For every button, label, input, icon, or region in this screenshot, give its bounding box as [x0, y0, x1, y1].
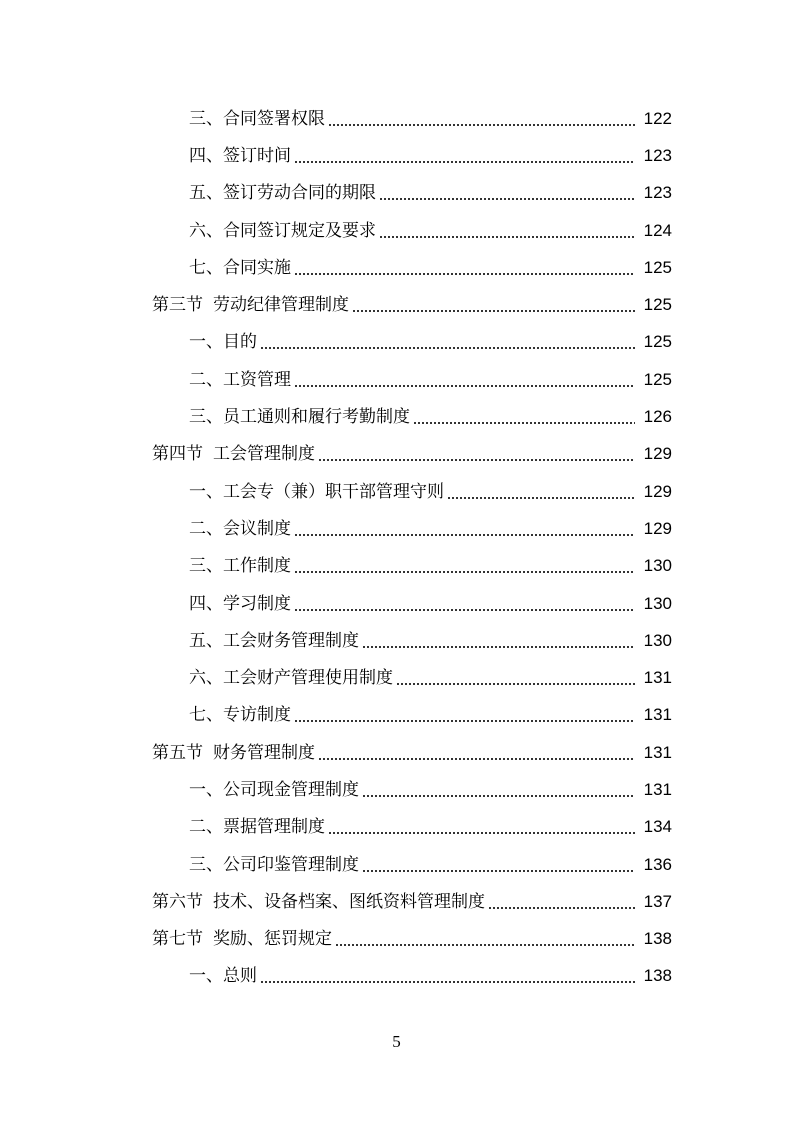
toc-title: 技术、设备档案、图纸资料管理制度	[213, 891, 485, 912]
toc-title: 目的	[223, 332, 257, 353]
toc-label	[152, 891, 485, 913]
toc-section-row[interactable]	[0, 734, 793, 771]
toc-section-row[interactable]	[0, 286, 793, 323]
toc-page-number: 123	[643, 183, 672, 203]
toc-page-number: 136	[643, 854, 672, 874]
toc-number: 第七节	[152, 929, 203, 950]
toc-number: 一、	[189, 966, 223, 987]
toc-label	[189, 331, 257, 353]
toc-item-row[interactable]	[0, 846, 793, 883]
toc-title: 签订劳动合同的期限	[223, 183, 376, 204]
toc-page-number: 122	[643, 108, 672, 128]
toc-label	[189, 555, 291, 577]
toc-dot-leader	[318, 742, 635, 764]
toc-label	[152, 742, 315, 764]
toc-label	[189, 704, 291, 726]
toc-item-row[interactable]	[0, 510, 793, 547]
toc-title: 学习制度	[223, 593, 291, 614]
toc-dot-leader	[379, 182, 635, 204]
toc-page-number: 123	[643, 145, 672, 165]
toc-title: 签订时间	[223, 145, 291, 166]
toc-label	[189, 854, 359, 876]
toc-title: 工资管理	[223, 369, 291, 390]
toc-number: 二、	[189, 518, 223, 539]
toc-dot-leader	[447, 481, 635, 503]
toc-title: 合同实施	[223, 257, 291, 278]
toc-dot-leader	[328, 108, 635, 130]
toc-label	[189, 779, 359, 801]
toc-item-row[interactable]	[0, 398, 793, 435]
toc-label	[189, 108, 325, 130]
toc-title: 专访制度	[223, 705, 291, 726]
toc-page-number: 125	[643, 295, 672, 315]
toc-label	[189, 630, 359, 652]
toc-page-number: 138	[643, 966, 672, 986]
toc-title: 工会管理制度	[213, 444, 315, 465]
toc-page-number: 125	[643, 257, 672, 277]
toc-page-number: 131	[643, 742, 672, 762]
toc-number: 三、	[189, 108, 223, 129]
toc-label	[189, 518, 291, 540]
toc-label	[152, 294, 349, 316]
toc-dot-leader	[396, 667, 635, 689]
toc-item-row[interactable]	[0, 100, 793, 137]
toc-page-number: 130	[643, 593, 672, 613]
toc-item-row[interactable]	[0, 697, 793, 734]
toc-title: 劳动纪律管理制度	[213, 295, 349, 316]
toc-item-row[interactable]	[0, 324, 793, 361]
toc-dot-leader	[318, 443, 635, 465]
toc-label	[189, 481, 444, 503]
toc-number: 第五节	[152, 742, 203, 763]
toc-page-number: 129	[643, 444, 672, 464]
toc-page-number: 138	[643, 929, 672, 949]
toc-page-number: 124	[643, 220, 672, 240]
toc-dot-leader	[260, 331, 635, 353]
toc-page-number: 131	[643, 779, 672, 799]
toc-item-row[interactable]	[0, 809, 793, 846]
toc-item-row[interactable]	[0, 361, 793, 398]
toc-dot-leader	[294, 145, 635, 167]
toc-title: 员工通则和履行考勤制度	[223, 407, 410, 428]
toc-title: 总则	[223, 966, 257, 987]
toc-title: 公司印鉴管理制度	[223, 854, 359, 875]
toc-number: 第四节	[152, 444, 203, 465]
toc-page-number: 134	[643, 817, 672, 837]
toc-dot-leader	[362, 854, 635, 876]
toc-dot-leader	[352, 294, 635, 316]
toc-section-row[interactable]	[0, 921, 793, 958]
toc-dot-leader	[294, 369, 635, 391]
toc-number: 三、	[189, 556, 223, 577]
toc-number: 三、	[189, 407, 223, 428]
toc-title: 票据管理制度	[223, 817, 325, 838]
toc-page-number: 137	[643, 891, 672, 911]
toc-item-row[interactable]	[0, 585, 793, 622]
toc-label	[152, 443, 315, 465]
toc-item-row[interactable]	[0, 212, 793, 249]
toc-title: 奖励、惩罚规定	[213, 929, 332, 950]
toc-number: 五、	[189, 183, 223, 204]
page-number: 5	[392, 1032, 401, 1051]
toc-title: 财务管理制度	[213, 742, 315, 763]
toc-dot-leader	[328, 816, 635, 838]
toc-label	[189, 667, 393, 689]
toc-title: 工会专（兼）职干部管理守则	[223, 481, 444, 502]
toc-number: 第三节	[152, 295, 203, 316]
toc-title: 工作制度	[223, 556, 291, 577]
toc-label	[189, 816, 325, 838]
toc-label	[189, 182, 376, 204]
toc-item-row[interactable]	[0, 137, 793, 174]
toc-page-number: 130	[643, 630, 672, 650]
toc-title: 合同签署权限	[223, 108, 325, 129]
toc-label	[189, 257, 291, 279]
toc-number: 第六节	[152, 891, 203, 912]
toc-number: 一、	[189, 332, 223, 353]
toc-title: 合同签订规定及要求	[223, 220, 376, 241]
toc-dot-leader	[488, 891, 635, 913]
toc-dot-leader	[294, 518, 635, 540]
toc-dot-leader	[294, 593, 635, 615]
toc-dot-leader	[413, 406, 635, 428]
toc-number: 七、	[189, 257, 223, 278]
toc-section-row[interactable]	[0, 436, 793, 473]
toc-page-number: 129	[643, 518, 672, 538]
toc-label	[189, 965, 257, 987]
toc-title: 会议制度	[223, 518, 291, 539]
toc-page-number: 125	[643, 332, 672, 352]
toc-page-number: 126	[643, 407, 672, 427]
toc-dot-leader	[294, 555, 635, 577]
toc-number: 一、	[189, 481, 223, 502]
toc-number: 四、	[189, 593, 223, 614]
toc-label	[189, 406, 410, 428]
toc-label	[189, 145, 291, 167]
toc-page-number: 125	[643, 369, 672, 389]
toc-dot-leader	[335, 928, 635, 950]
toc-item-row[interactable]	[0, 249, 793, 286]
toc-page-number: 131	[643, 705, 672, 725]
toc-title: 公司现金管理制度	[223, 779, 359, 800]
toc-section-row[interactable]	[0, 883, 793, 920]
toc-item-row[interactable]	[0, 473, 793, 510]
toc-item-row[interactable]	[0, 958, 793, 995]
toc-label	[152, 928, 332, 950]
table-of-contents	[0, 100, 793, 995]
toc-dot-leader	[294, 257, 635, 279]
toc-rows	[0, 100, 793, 995]
toc-item-row[interactable]	[0, 548, 793, 585]
toc-dot-leader	[362, 779, 635, 801]
toc-item-row[interactable]	[0, 659, 793, 696]
toc-number: 二、	[189, 369, 223, 390]
toc-number: 二、	[189, 817, 223, 838]
toc-item-row[interactable]	[0, 771, 793, 808]
toc-number: 六、	[189, 668, 223, 689]
toc-number: 五、	[189, 630, 223, 651]
toc-page-number: 129	[643, 481, 672, 501]
toc-number: 七、	[189, 705, 223, 726]
toc-title: 工会财务管理制度	[223, 630, 359, 651]
toc-title: 工会财产管理使用制度	[223, 668, 393, 689]
toc-page-number: 131	[643, 668, 672, 688]
toc-dot-leader	[379, 220, 635, 242]
toc-number: 六、	[189, 220, 223, 241]
toc-number: 四、	[189, 145, 223, 166]
toc-label	[189, 369, 291, 391]
toc-dot-leader	[294, 704, 635, 726]
toc-item-row[interactable]	[0, 175, 793, 212]
toc-dot-leader	[260, 965, 635, 987]
toc-page-number: 130	[643, 556, 672, 576]
toc-label	[189, 593, 291, 615]
toc-number: 一、	[189, 779, 223, 800]
toc-number: 三、	[189, 854, 223, 875]
toc-label	[189, 220, 376, 242]
toc-dot-leader	[362, 630, 635, 652]
toc-item-row[interactable]	[0, 622, 793, 659]
